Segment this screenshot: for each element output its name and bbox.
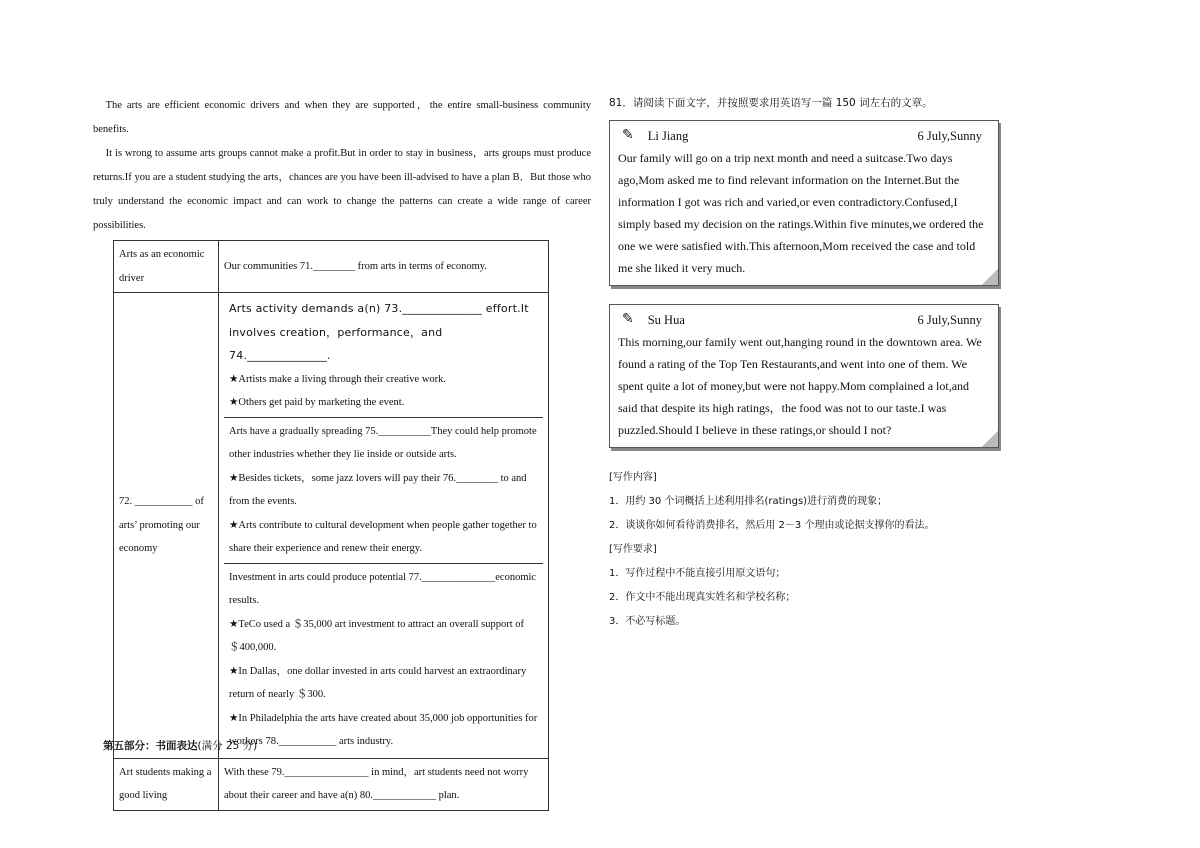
diary-note-2 (609, 304, 999, 448)
note-header (618, 309, 990, 331)
table-cell: Arts as an economic driver (114, 241, 219, 293)
cell-line: ★TeCo used a ＄35,000 art investment to attract an overall support of ＄400,000. (229, 618, 525, 653)
right-column (609, 94, 999, 634)
cell-line: ★Arts contribute to cultural development when people gather together to share their experience and renew their energy. (229, 519, 537, 554)
note-header (618, 125, 990, 147)
note-date: 6 July,Sunny (917, 313, 982, 327)
cell-line: ★In Philadelphia the arts have created about 35,000 job opportunities for workers 78.___________ arts industry. (229, 712, 538, 747)
table-row (114, 293, 549, 759)
page-curl-icon (982, 431, 998, 447)
paragraph-2: It is wrong to assume arts groups cannot make a profit.But in order to stay in business，arts groups must produce returns.If you are a student studying the arts，chances are you have been ill-advised to have a plan B．But those who truly understand the economic impact and can work to change the patterns can create a wide range of career possibilities. (93, 148, 591, 231)
note-author: Su Hua (647, 313, 685, 327)
table-cell: 72. ___________ of arts’ promoting our economy (114, 293, 219, 759)
section-name: 第五部分：书面表达 (103, 740, 198, 752)
diary-note-1 (609, 120, 999, 286)
cell-block-3 (224, 564, 543, 756)
table-cell: With these 79.________________ in mind，art students need not worry about their career and have a(n) 80.____________ plan. (219, 758, 549, 810)
requirement-item-3: 3．不必写标题。 (609, 616, 686, 627)
cell-block-1 (224, 295, 543, 418)
table-row (114, 241, 549, 293)
note-date: 6 July,Sunny (917, 129, 982, 143)
content-title: [写作内容] (609, 472, 657, 483)
cell-line: ★Besides tickets，some jazz lovers will pay their 76.________ to and from the events. (229, 472, 527, 507)
summary-table (113, 240, 549, 811)
requirements-title: [写作要求] (609, 544, 657, 555)
content-item-2: 2．谈谈你如何看待消费排名，然后用 2－3 个理由或论据支撑你的看法。 (609, 520, 935, 531)
note-text: Our family will go on a trip next month and need a suitcase.Two days ago,Mom asked me to find relevant information on the Internet.But the information I got was rich and varied,or even contradictory.Confused,I simply based my decision on the ratings.Within five minutes,we ordered the one we were satisfied with.This afternoon,Mom received the case and told me she liked it very much. (618, 151, 984, 275)
section-score: (满分 25 分) (197, 740, 258, 752)
cell-line: Arts activity demands a(n) 73.______________ effort.It involves creation，performance，and 74.______________. (229, 302, 529, 362)
table-cell: Art students making a good living (114, 758, 219, 810)
section-title (103, 738, 257, 753)
table-cell: Our communities 71.________ from arts in terms of economy. (219, 241, 549, 293)
paragraph-1: The arts are efficient economic drivers and when they are supported，the entire small-business community benefits. (93, 100, 591, 135)
left-column (93, 94, 591, 811)
cell-line: ★Others get paid by marketing the event. (229, 397, 405, 408)
page-curl-icon (982, 269, 998, 285)
pen-icon: ✎ (622, 128, 634, 143)
note-author: Li Jiang (647, 129, 689, 143)
pen-icon: ✎ (622, 312, 634, 327)
cell-block-2 (224, 418, 543, 564)
cell-line: ★In Dallas，one dollar invested in arts could harvest an extraordinary return of nearly ＄300. (229, 665, 527, 700)
content-item-1: 1．用约 30 个词概括上述利用排名(ratings)进行消费的现象； (609, 496, 888, 507)
table-cell-group (219, 293, 549, 759)
question-81: 81．请阅读下面文字，并按照要求用英语写一篇 150 词左右的文章。 (609, 97, 933, 109)
note-text: This morning,our family went out,hanging round in the downtown area. We found a rating of the Top Ten Restaurants,and went into one of them. We spent quite a lot of money,but were not happy.Mom complained a lot,and said that despite its high ratings，the food was not to our taste.I was puzzled.Should I believe in these ratings,or should I not? (618, 335, 982, 437)
requirement-item-2: 2．作文中不能出现真实姓名和学校名称； (609, 592, 796, 603)
requirement-item-1: 1．写作过程中不能直接引用原文语句； (609, 568, 786, 579)
cell-line: ★Artists make a living through their creative work. (229, 373, 447, 385)
table-row (114, 758, 549, 810)
cell-line: Arts have a gradually spreading 75.__________They could help promote other industries whether they lie inside or outside arts. (229, 425, 537, 460)
cell-line: Investment in arts could produce potential 77.______________economic results. (229, 571, 537, 606)
